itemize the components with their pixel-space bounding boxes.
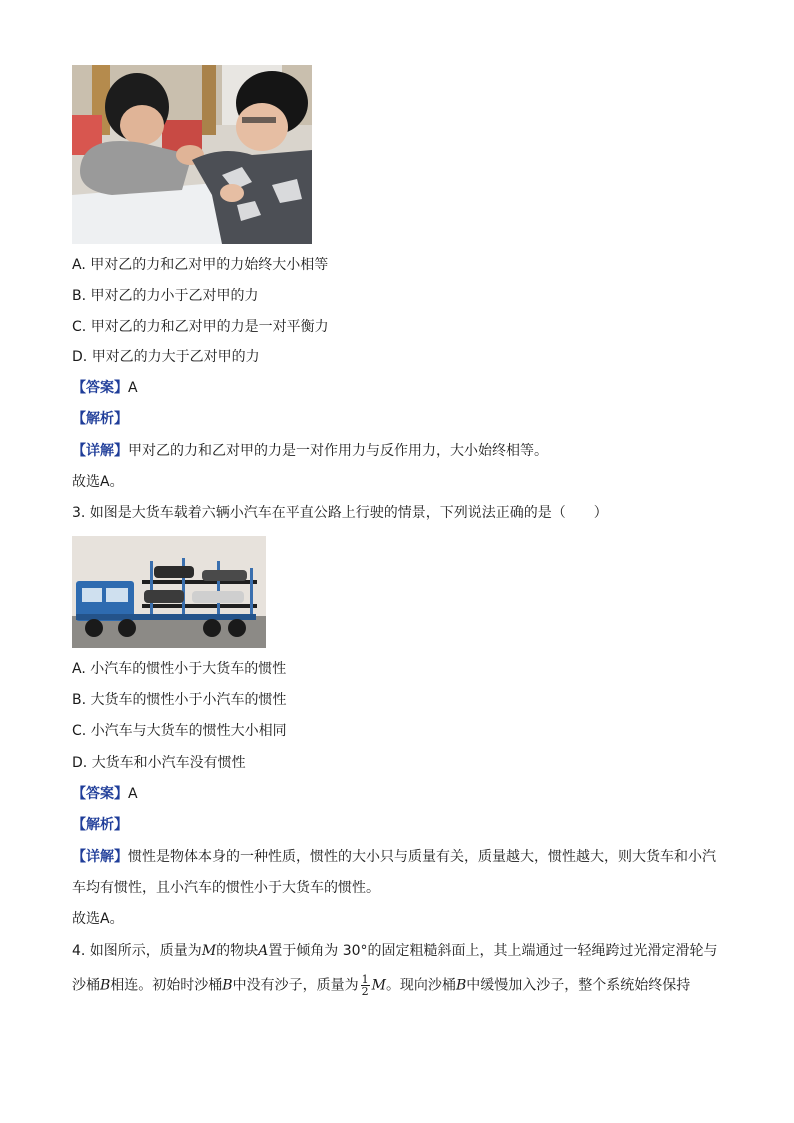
answer-line bbox=[72, 378, 138, 398]
car-carrier-illustration bbox=[72, 536, 266, 648]
analysis-line bbox=[72, 815, 128, 835]
detail-line-continued bbox=[72, 878, 380, 898]
question-text: 。现向沙桶 bbox=[385, 977, 456, 994]
variable-b: B bbox=[100, 977, 111, 994]
variable-a: A bbox=[258, 943, 269, 959]
arm-wrestling-photo bbox=[72, 65, 312, 244]
conclusion-text: 故选A。 bbox=[72, 911, 124, 927]
variable-m: M bbox=[201, 943, 217, 959]
answer-label: 【答案】 bbox=[72, 786, 128, 802]
answer-line bbox=[72, 784, 138, 804]
question-text: 沙桶 bbox=[72, 977, 100, 994]
option-letter: A. bbox=[72, 257, 86, 273]
conclusion-text: 故选A。 bbox=[72, 474, 124, 490]
car-carrier-photo bbox=[72, 536, 266, 648]
option-text: 甲对乙的力和乙对甲的力始终大小相等 bbox=[90, 257, 329, 273]
option-d bbox=[72, 753, 246, 773]
detail-text: 甲对乙的力和乙对甲的力是一对作用力与反作用力，大小始终相等。 bbox=[128, 443, 548, 459]
analysis-label: 【解析】 bbox=[72, 411, 128, 427]
option-letter: C. bbox=[72, 319, 87, 335]
detail-text: 车均有惯性，且小汽车的惯性小于大货车的惯性。 bbox=[72, 880, 380, 896]
question-text: 置于倾角为 30°的固定粗糙斜面上，其上端通过一轻绳跨过光滑定滑轮与 bbox=[268, 943, 718, 959]
detail-line bbox=[72, 847, 716, 867]
option-letter: B. bbox=[72, 692, 87, 708]
arm-wrestling-illustration bbox=[72, 65, 312, 244]
option-c bbox=[72, 317, 329, 337]
detail-line bbox=[72, 441, 548, 461]
option-text: 甲对乙的力小于乙对甲的力 bbox=[90, 288, 259, 304]
analysis-line bbox=[72, 409, 128, 429]
option-letter: D. bbox=[72, 755, 88, 771]
fraction bbox=[361, 974, 370, 997]
answer-label: 【答案】 bbox=[72, 380, 128, 396]
question-text: 中没有沙子，质量为 bbox=[232, 977, 359, 994]
option-text: 小汽车的惯性小于大货车的惯性 bbox=[90, 661, 287, 677]
question-text: 中缓慢加入沙子，整个系统始终保持 bbox=[466, 977, 691, 994]
option-a bbox=[72, 255, 328, 275]
option-text: 小汽车与大货车的惯性大小相同 bbox=[90, 723, 287, 739]
option-text: 大货车的惯性小于小汽车的惯性 bbox=[90, 692, 287, 708]
option-letter: D. bbox=[72, 349, 88, 365]
variable-b: B bbox=[222, 977, 233, 994]
fraction-denominator: 2 bbox=[361, 985, 369, 998]
question-4-line-1 bbox=[72, 941, 718, 961]
question-text: 3. 如图是大货车载着六辆小汽车在平直公路上行驶的情景，下列说法正确的是（ ） bbox=[72, 505, 608, 521]
option-letter: A. bbox=[72, 661, 86, 677]
detail-text: 惯性是物体本身的一种性质，惯性的大小只与质量有关，质量越大，惯性越大，则大货车和小汽 bbox=[128, 849, 716, 865]
option-c bbox=[72, 721, 287, 741]
option-letter: B. bbox=[72, 288, 87, 304]
question-text: 相连。初始时沙桶 bbox=[110, 977, 223, 994]
question-text: 的物块 bbox=[216, 943, 259, 959]
detail-label: 【详解】 bbox=[72, 443, 128, 459]
fraction-numerator: 1 bbox=[361, 973, 369, 986]
option-b bbox=[72, 286, 259, 306]
detail-label: 【详解】 bbox=[72, 849, 128, 865]
answer-value: A bbox=[128, 786, 138, 802]
variable-b: B bbox=[455, 977, 467, 994]
question-3-stem bbox=[72, 503, 608, 523]
option-b bbox=[72, 690, 287, 710]
variable-m: M bbox=[371, 977, 386, 994]
analysis-label: 【解析】 bbox=[72, 817, 128, 833]
option-text: 甲对乙的力大于乙对甲的力 bbox=[91, 349, 260, 365]
option-a bbox=[72, 659, 286, 679]
option-text: 大货车和小汽车没有惯性 bbox=[91, 755, 246, 771]
option-text: 甲对乙的力和乙对甲的力是一对平衡力 bbox=[90, 319, 329, 335]
conclusion-line bbox=[72, 909, 124, 929]
answer-value: A bbox=[128, 380, 138, 396]
question-text: 4. 如图所示，质量为 bbox=[72, 943, 202, 959]
option-d bbox=[72, 347, 260, 367]
conclusion-line bbox=[72, 472, 124, 492]
question-4-line-2 bbox=[72, 974, 690, 997]
option-letter: C. bbox=[72, 723, 87, 739]
